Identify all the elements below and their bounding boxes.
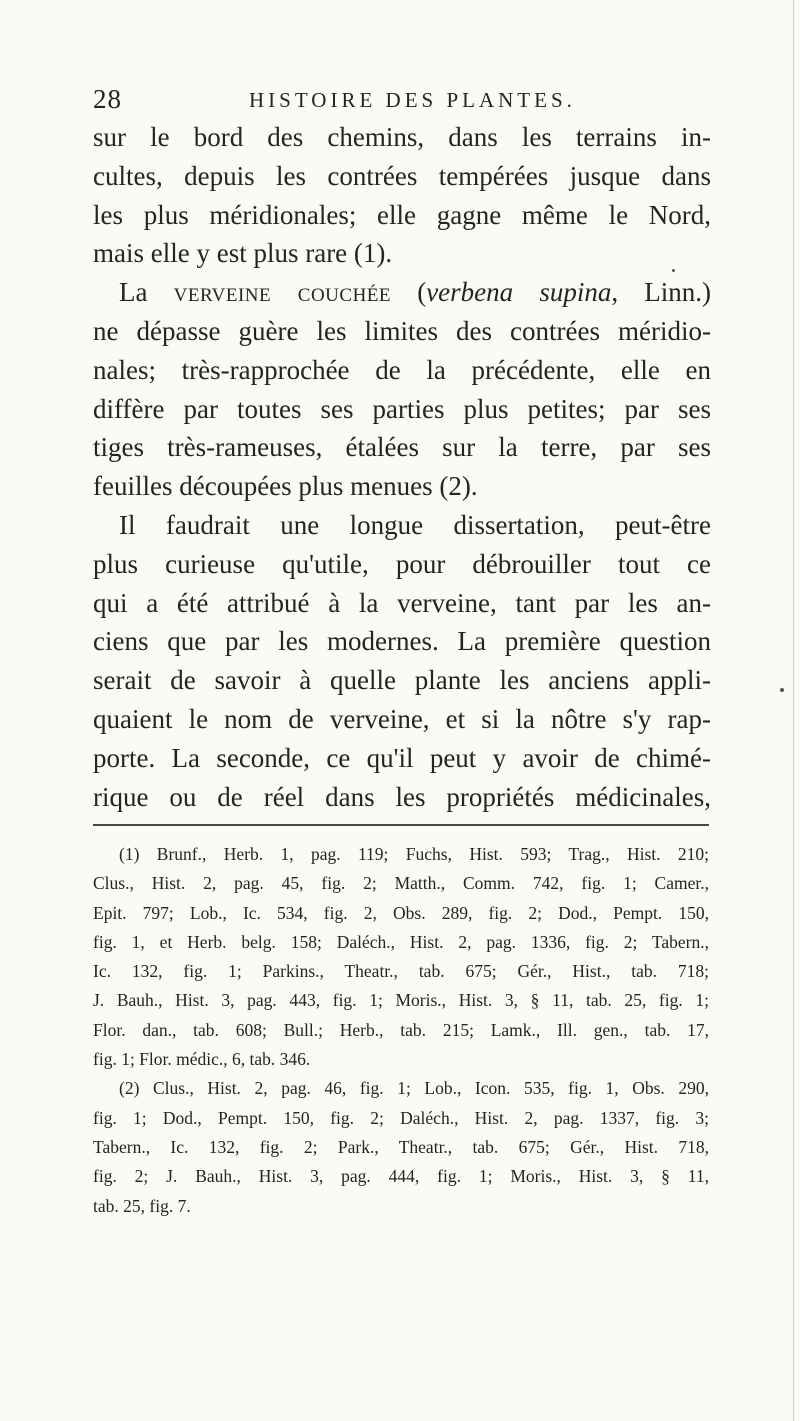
footnote-line: fig. 1; Dod., Pempt. 150, fig. 2; Daléch., Hist. 2, pag. 1337, fig. 3; <box>93 1107 709 1128</box>
text-line: ne dépasse guère les limites des contrées méridio- <box>93 315 711 346</box>
footnote-line: (2) Clus., Hist. 2, pag. 46, fig. 1; Lob., Icon. 535, fig. 1, Obs. 290, <box>119 1078 709 1099</box>
text-line: ciens que par les modernes. La première question <box>93 626 711 657</box>
text-fragment: ( <box>417 277 427 308</box>
footnote-line: fig. 1, et Herb. belg. 158; Daléch., Hist. 2, pag. 1336, fig. 2; Tabern., <box>93 931 709 952</box>
footnote-line: fig. 2; J. Bauh., Hist. 3, pag. 444, fig. 1; Moris., Hist. 3, § 11, <box>93 1166 709 1187</box>
text-line: quaient le nom de verveine, et si la nôtre s'y rap- <box>93 703 711 734</box>
paper-speck <box>672 269 675 272</box>
paper-speck <box>780 688 784 692</box>
text-line-verbena-supina <box>93 273 711 312</box>
text-line: nales; très-rapprochée de la précédente, elle en <box>93 354 711 385</box>
species-latin-name: verbena supina <box>426 277 612 308</box>
text-line: porte. La seconde, ce qu'il peut y avoir de chimé- <box>93 742 711 773</box>
page-edge <box>793 0 794 1421</box>
footnotes <box>93 840 709 1221</box>
footnote-line: J. Bauh., Hist. 3, pag. 443, fig. 1; Moris., Hist. 3, § 11, tab. 25, fig. 1; <box>93 990 709 1011</box>
page-number: 28 <box>93 84 122 114</box>
text-line: qui a été attribué à la verveine, tant par les an- <box>93 587 711 618</box>
footnote-line: Clus., Hist. 2, pag. 45, fig. 2; Matth., Comm. 742, fig. 1; Camer., <box>93 873 709 894</box>
text-line: les plus méridionales; elle gagne même le Nord, <box>93 199 711 230</box>
text-line: sur le bord des chemins, dans les terrains in- <box>93 122 711 152</box>
footnote-line: Ic. 132, fig. 1; Parkins., Theatr., tab. 675; Gér., Hist., tab. 718; <box>93 961 709 982</box>
running-title: HISTOIRE DES PLANTES. <box>249 88 576 112</box>
footnote-line: fig. 1; Flor. médic., 6, tab. 346. <box>93 1049 311 1070</box>
text-line: tiges très-rameuses, étalées sur la terre, par ses <box>93 432 711 463</box>
text-line: mais elle y est plus rare (1). <box>93 238 393 269</box>
text-line: feuilles découpées plus menues (2). <box>93 471 478 502</box>
footnote-line: Epit. 797; Lob., Ic. 534, fig. 2, Obs. 289, fig. 2; Dod., Pempt. 150, <box>93 902 709 923</box>
main-text <box>93 118 711 816</box>
footnote-line: tab. 25, fig. 7. <box>93 1195 191 1216</box>
text-line: cultes, depuis les contrées tempérées jusque dans <box>93 160 711 191</box>
species-common-name: verveine couchée <box>173 277 392 308</box>
text-line: rique ou de réel dans les propriétés médicinales, <box>93 781 711 812</box>
text-fragment: , Linn.) <box>611 277 711 308</box>
page-header <box>93 84 708 120</box>
footnote-line: (1) Brunf., Herb. 1, pag. 119; Fuchs, Hist. 593; Trag., Hist. 210; <box>119 844 709 864</box>
text-line: Il faudrait une longue dissertation, peut-être <box>119 509 711 540</box>
footnote-line: Tabern., Ic. 132, fig. 2; Park., Theatr., tab. 675; Gér., Hist. 718, <box>93 1136 709 1157</box>
text-fragment: La <box>119 277 148 308</box>
text-line: plus curieuse qu'utile, pour débrouiller tout ce <box>93 548 711 579</box>
text-line: serait de savoir à quelle plante les anciens appli- <box>93 665 711 696</box>
text-line: diffère par toutes ses parties plus petites; par ses <box>93 393 711 424</box>
footnote-rule <box>93 824 709 826</box>
footnote-line: Flor. dan., tab. 608; Bull.; Herb., tab. 215; Lamk., Ill. gen., tab. 17, <box>93 1019 709 1040</box>
